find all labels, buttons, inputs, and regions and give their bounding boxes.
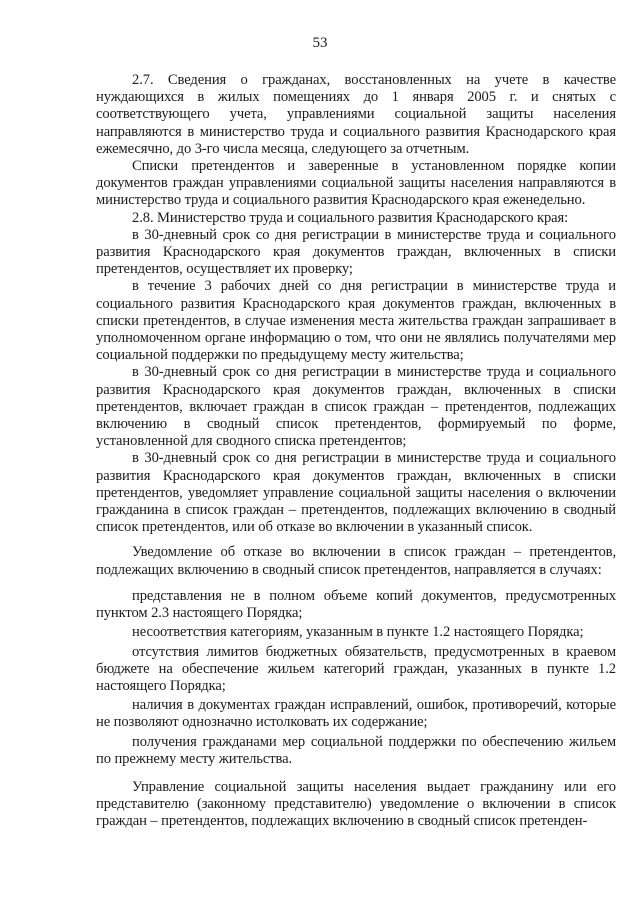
page-number: 53 — [312, 35, 328, 51]
document-body — [96, 72, 616, 831]
list-item: получения гражданами мер социальной поддержки по обеспечению жильем по прежнему месту жительства. — [96, 733, 616, 767]
paragraph-lists-of-applicants: Списки претендентов и заверенные в установленном порядке копии документов граждан управлениями социальной защиты населения направляются в министерство труда и социального развития Краснодарского края еженедельно. — [96, 158, 616, 209]
list-item: представления не в полном объеме копий документов, предусмотренных пунктом 2.3 настоящего Порядка; — [96, 587, 616, 622]
list-item: отсутствия лимитов бюджетных обязательств, предусмотренных в краевом бюджете на обеспечение жильем категорий граждан, указанных в пункте 1.2 настоящего Порядка; — [96, 643, 616, 694]
refusal-reasons-list — [96, 588, 616, 768]
paragraph-notify-department: в 30-дневный срок со дня регистрации в министерстве труда и социального развития Краснодарского края документов граждан, включенных в списки претендентов, уведомляет управление социальной защиты населения о включении гражданина в список граждан – претендентов, подлежащих включению в сводный список претендентов, или об отказе во включении в указанный список. — [96, 450, 616, 536]
paragraph-2-7: 2.7. Сведения о гражданах, восстановленных на учете в качестве нуждающихся в жилых помещениях до 1 января 2005 г. и снятых с соответствующего учета, управлениями социальной защиты населения направляются в министерство труда и социального развития Краснодарского края ежемесячно, до 3-го числа месяца, следующего за отчетным. — [96, 72, 616, 157]
list-item: несоответствия категориям, указанным в пункте 1.2 настоящего Порядка; — [132, 624, 584, 641]
paragraph-2-8: 2.8. Министерство труда и социального развития Краснодарского края: — [132, 209, 569, 226]
paragraph-verification: в 30-дневный срок со дня регистрации в министерстве труда и социального развития Краснодарского края документов граждан, включенных в списки претендентов, осуществляет их проверку; — [96, 226, 616, 278]
paragraph-issue-notice: Управление социальной защиты населения выдает гражданину или его представителю (законному представителю) уведомление о включении в список граждан – претендентов, подлежащих включению в сводный список претенден- — [96, 778, 616, 830]
paragraph-refusal-notice: Уведомление об отказе во включении в список граждан – претендентов, подлежащих включению в сводный список претендентов, направляется в случаях: — [96, 544, 616, 578]
list-item: наличия в документах граждан исправлений, ошибок, противоречий, которые не позволяют однозначно истолковать их содержание; — [96, 697, 616, 731]
paragraph-request-info: в течение 3 рабочих дней со дня регистрации в министерстве труда и социального развития Краснодарского края документов граждан, включенных в списки претендентов, в случае изменения места жительства граждан запрашивает в уполномоченном органе информацию о том, что они не являлись получателями мер социальной поддержки по предыдущему месту жительства; — [96, 278, 616, 364]
paragraph-include-in-list: в 30-дневный срок со дня регистрации в министерстве труда и социального развития Краснодарского края документов граждан, включенных в списки претендентов, включает граждан в список граждан – претендентов, подлежащих включению в сводный список претендентов, формируемый по форме, установленной для сводного списка претендентов; — [96, 364, 616, 450]
